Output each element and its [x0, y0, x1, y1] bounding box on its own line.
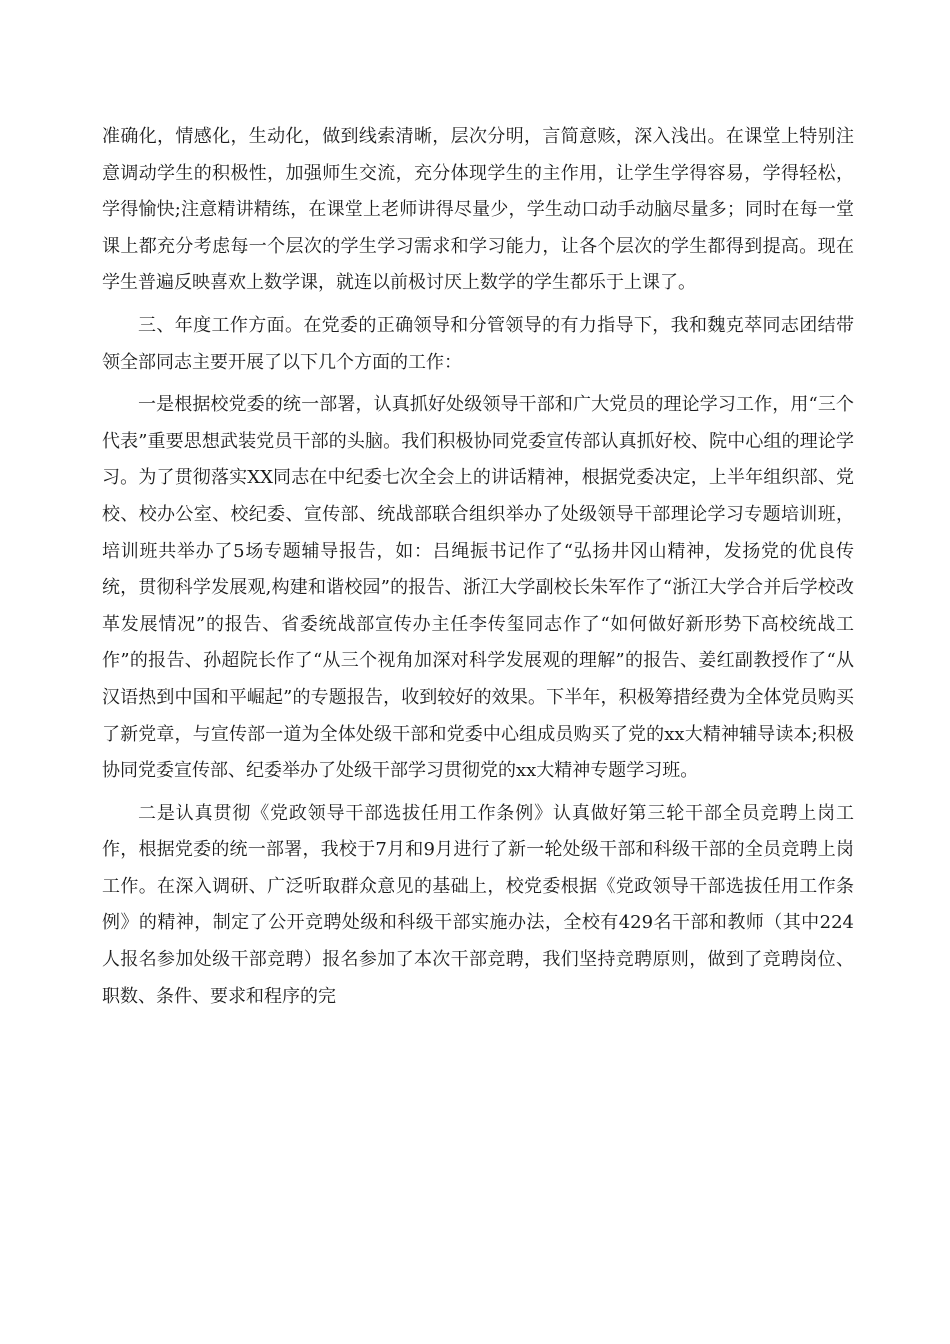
- document-body: [102, 119, 854, 1021]
- paragraph-cadre-selection: 二是认真贯彻《党政领导干部选拔任用工作条例》认真做好第三轮干部全员竞聘上岗工作，根据党委的统一部署，我校于7月和9月进行了新一轮处级干部和科级干部的全员竞聘上岗工作。在深入调研、广泛听取群众意见的基础上，校党委根据《党政领导干部选拔任用工作条例》的精神，制定了公开竞聘处级和科级干部实施办法，全校有429名干部和教师（其中224人报名参加处级干部竞聘）报名参加了本次干部竞聘，我们坚持竞聘原则，做到了竞聘岗位、职数、条件、要求和程序的完: [102, 802, 854, 1007]
- paragraph-annual-work-heading: 三、年度工作方面。在党委的正确领导和分管领导的有力指导下，我和魏克萃同志团结带领全部同志主要开展了以下几个方面的工作：: [102, 314, 854, 373]
- paragraph-theory-study: 一是根据校党委的统一部署，认真抓好处级领导干部和广大党员的理论学习工作，用“三个代表”重要思想武装党员干部的头脑。我们积极协同党委宣传部认真抓好校、院中心组的理论学习。为了贯彻落实XX同志在中纪委七次全会上的讲话精神，根据党委决定，上半年组织部、党校、校办公室、校纪委、宣传部、统战部联合组织举办了处级领导干部理论学习专题培训班，培训班共举办了5场专题辅导报告，如：吕绳振书记作了“弘扬井冈山精神，发扬党的优良传统，贯彻科学发展观,构建和谐校园”的报告、浙江大学副校长朱军作了“浙江大学合并后学校改革发展情况”的报告、省委统战部宣传办主任李传玺同志作了“如何做好新形势下高校统战工作”的报告、孙超院长作了“从三个视角加深对科学发展观的理解”的报告、姜红副教授作了“从汉语热到中国和平崛起”的专题报告，收到较好的效果。下半年，积极筹措经费为全体党员购买了新党章，与宣传部一道为全体处级干部和党委中心组成员购买了党的xx大精神辅导读本;积极协同党委宣传部、纪委举办了处级干部学习贯彻党的xx大精神专题学习班。: [102, 394, 854, 782]
- paragraph-teaching-method: 准确化，情感化，生动化，做到线索清晰，层次分明，言简意赅，深入浅出。在课堂上特别注意调动学生的积极性，加强师生交流，充分体现学生的主作用，让学生学得容易，学得轻松，学得愉快;注意精讲精练，在课堂上老师讲得尽量少，学生动口动手动脑尽量多；同时在每一堂课上都充分考虑每一个层次的学生学习需求和学习能力，让各个层次的学生都得到提高。现在学生普遍反映喜欢上数学课，就连以前极讨厌上数学的学生都乐于上课了。: [102, 126, 854, 294]
